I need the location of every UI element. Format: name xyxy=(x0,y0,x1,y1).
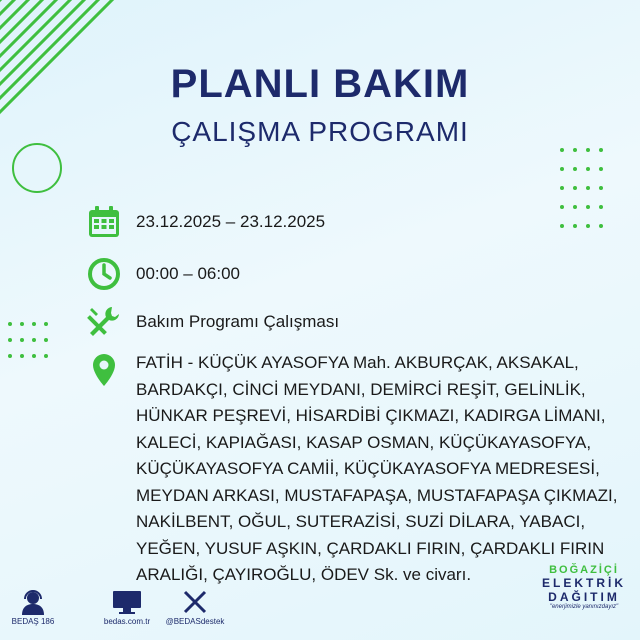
brand-slogan: "enerjimizle yanınızdayız" xyxy=(549,604,619,610)
phone-label: BEDAŞ 186 xyxy=(11,617,55,626)
work-type-text: Bakım Programı Çalışması xyxy=(136,312,340,331)
tools-icon xyxy=(86,304,122,340)
monitor-icon xyxy=(111,589,143,615)
x-social-icon xyxy=(182,589,208,615)
brand-line1: BOĞAZİÇİ xyxy=(549,564,619,576)
address-text: FATİH - KÜÇÜK AYASOFYA Mah. AKBURÇAK, AKSAKAL, BARDAKÇI, CİNCİ MEYDANI, DEMİRCİ REŞİT, GELİNLİK, HÜNKAR PEŞREVİ, HİSARDİBİ ÇIKMAZI, KADIRGA LİMANI, KALECİ, KAPIAĞASI, KASAP OSMAN, KÜÇÜKAYASOFYA, KÜÇÜKAYASOFYA CAMİİ, KÜÇÜKAYASOFYA MEDRESESİ, MEYDAN ARKASI, MUSTAFAPAŞA, MUSTAFAPAŞA ÇIKMAZI, NAKİLBENT, OĞUL, SUTERAZİSİ, SUZİ DİLARA, YABACI, YEĞEN, YUSUF AŞKIN, ÇARDAKLI FIRIN, ÇARDAKLI FIRIN ARALIĞI, ÇAYIROĞLU, ÖDEV Sk. ve civarı. xyxy=(136,353,618,584)
decorative-dots-left xyxy=(8,322,56,358)
map-pin-icon xyxy=(86,352,122,388)
time-row xyxy=(86,256,240,292)
time-text: 00:00 – 06:00 xyxy=(136,264,240,283)
brand-logo xyxy=(536,564,632,610)
brand-line3: DAĞITIM xyxy=(548,590,620,604)
social-label[interactable]: @BEDASdestek xyxy=(165,617,225,626)
footer-phone xyxy=(8,589,58,626)
web-label[interactable]: bedas.com.tr xyxy=(103,617,151,626)
footer-social xyxy=(160,589,230,626)
date-text: 23.12.2025 – 23.12.2025 xyxy=(136,212,326,231)
calendar-icon xyxy=(86,204,122,240)
work-row xyxy=(86,304,339,340)
page-title: PLANLI BAKIM xyxy=(170,62,470,106)
support-agent-icon xyxy=(19,589,47,615)
page-subtitle: ÇALIŞMA PROGRAMI xyxy=(171,116,469,147)
brand-line2: ELEKTRİK xyxy=(542,576,626,590)
date-row xyxy=(86,204,325,240)
decorative-circle xyxy=(12,143,62,193)
clock-icon xyxy=(86,256,122,292)
footer-web xyxy=(100,589,154,626)
decorative-dots-right xyxy=(560,148,612,228)
